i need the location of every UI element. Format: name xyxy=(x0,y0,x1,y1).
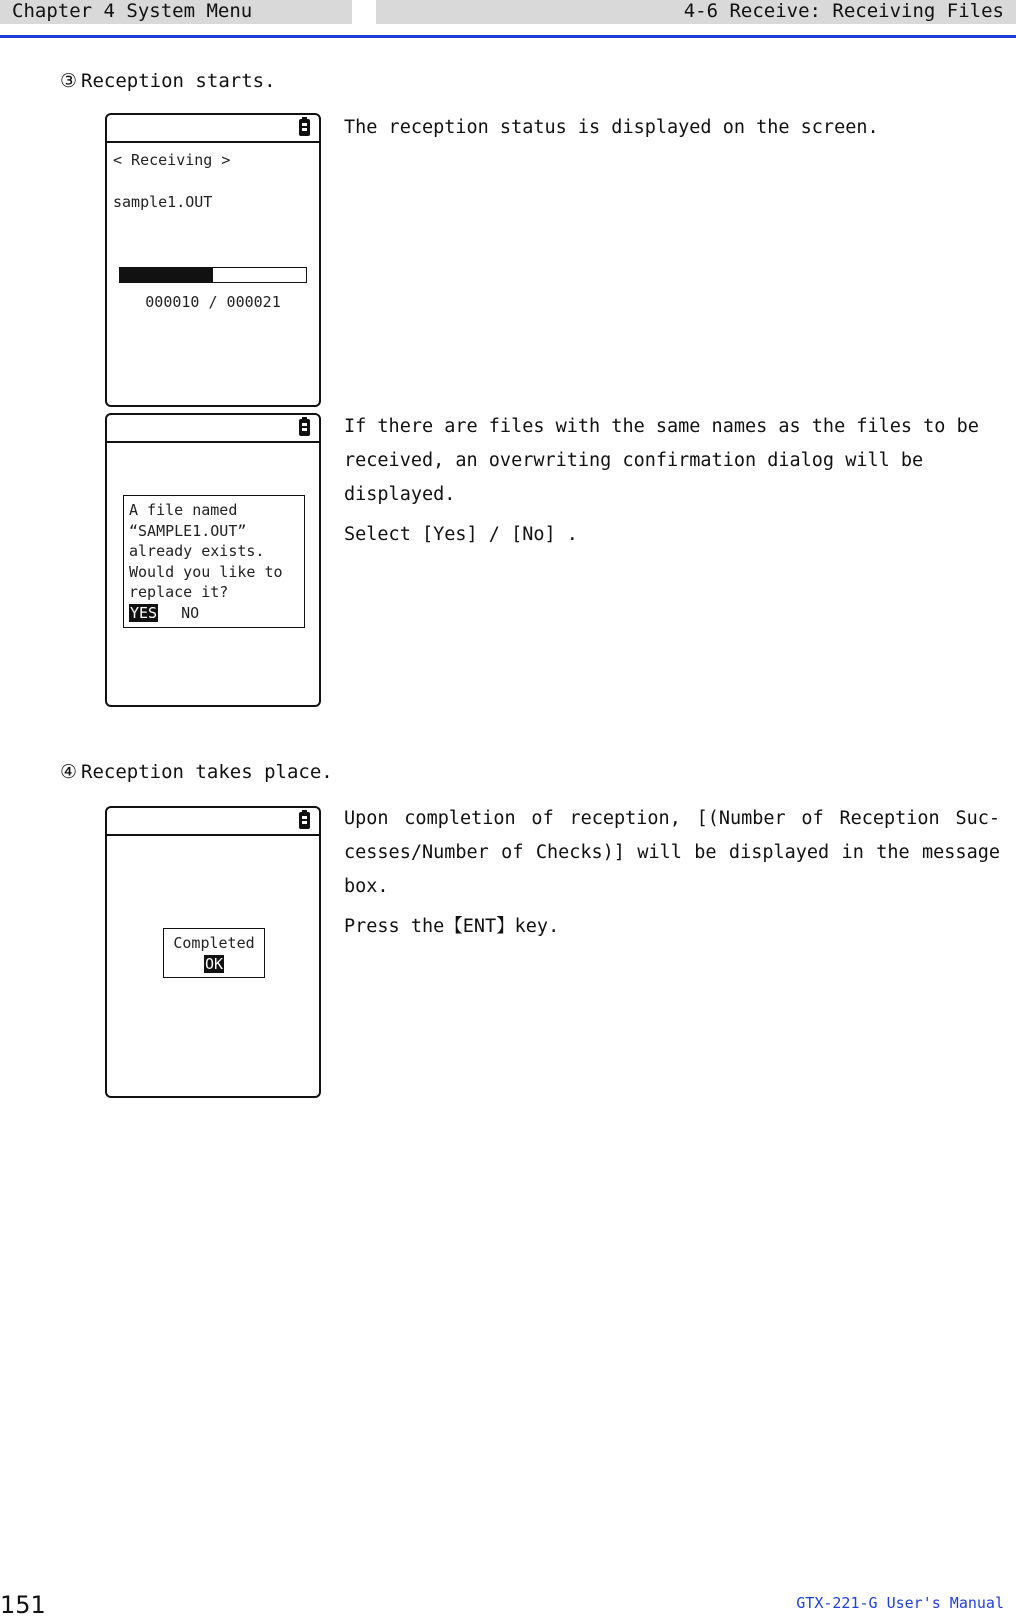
yes-button[interactable]: YES xyxy=(130,603,158,622)
ok-button[interactable]: OK xyxy=(204,954,224,973)
step-3-heading xyxy=(60,70,276,92)
dialog-line: “SAMPLE1.OUT” xyxy=(129,521,247,540)
step-4-heading xyxy=(60,761,333,783)
dialog-line: already exists. xyxy=(129,542,265,560)
chapter-title: Chapter 4 System Menu xyxy=(0,0,352,24)
progress-bar xyxy=(119,267,307,283)
battery-icon xyxy=(298,810,311,830)
step-3-text: Reception starts. xyxy=(81,70,276,92)
step-4-mark: ④ xyxy=(60,761,78,783)
description-completed-text: Upon completion of reception, [(Number of Reception Suc-cesses/Number of Checks)] will be displayed in the message box. xyxy=(344,808,1000,897)
page-header xyxy=(0,0,1016,36)
status-bar xyxy=(107,415,319,443)
description-receiving-text: The reception status is displayed on the screen. xyxy=(344,117,879,138)
section-title: 4-6 Receive: Receiving Files xyxy=(376,0,1016,24)
manual-title: GTX-221-G User's Manual xyxy=(796,1594,1004,1612)
battery-icon xyxy=(298,417,311,437)
completed-message-box xyxy=(163,928,265,978)
description-receiving xyxy=(344,111,1000,151)
device-screen-overwrite xyxy=(105,413,321,707)
description-overwrite-select: Select [Yes] / [No] . xyxy=(344,524,578,545)
dialog-line: replace it? xyxy=(129,583,229,601)
completed-message: Completed xyxy=(173,934,255,952)
status-bar xyxy=(107,808,319,836)
receiving-filename: sample1.OUT xyxy=(113,193,213,211)
receiving-title: < Receiving > xyxy=(113,151,231,169)
status-bar xyxy=(107,115,319,143)
page-number: 151 xyxy=(0,1591,46,1619)
step-4-text: Reception takes place. xyxy=(81,761,333,783)
description-completed xyxy=(344,802,1000,950)
description-completed-ent: Press the【ENT】key. xyxy=(344,916,560,937)
header-divider xyxy=(0,35,1016,38)
description-overwrite-text: If there are files with the same names as the files to be received, an overwriting confirmation dialog will be displayed. xyxy=(344,416,979,505)
device-screen-completed xyxy=(105,806,321,1098)
no-button[interactable]: NO xyxy=(181,603,200,622)
dialog-line: A file named xyxy=(129,501,238,519)
progress-fill xyxy=(120,268,213,282)
battery-icon xyxy=(298,117,311,137)
progress-counter: 000010 / 000021 xyxy=(145,293,281,311)
overwrite-dialog xyxy=(123,495,305,628)
description-overwrite xyxy=(344,410,1000,558)
step-3-mark: ③ xyxy=(60,70,78,92)
device-screen-receiving xyxy=(105,113,321,407)
dialog-line: Would you like to xyxy=(129,562,283,581)
